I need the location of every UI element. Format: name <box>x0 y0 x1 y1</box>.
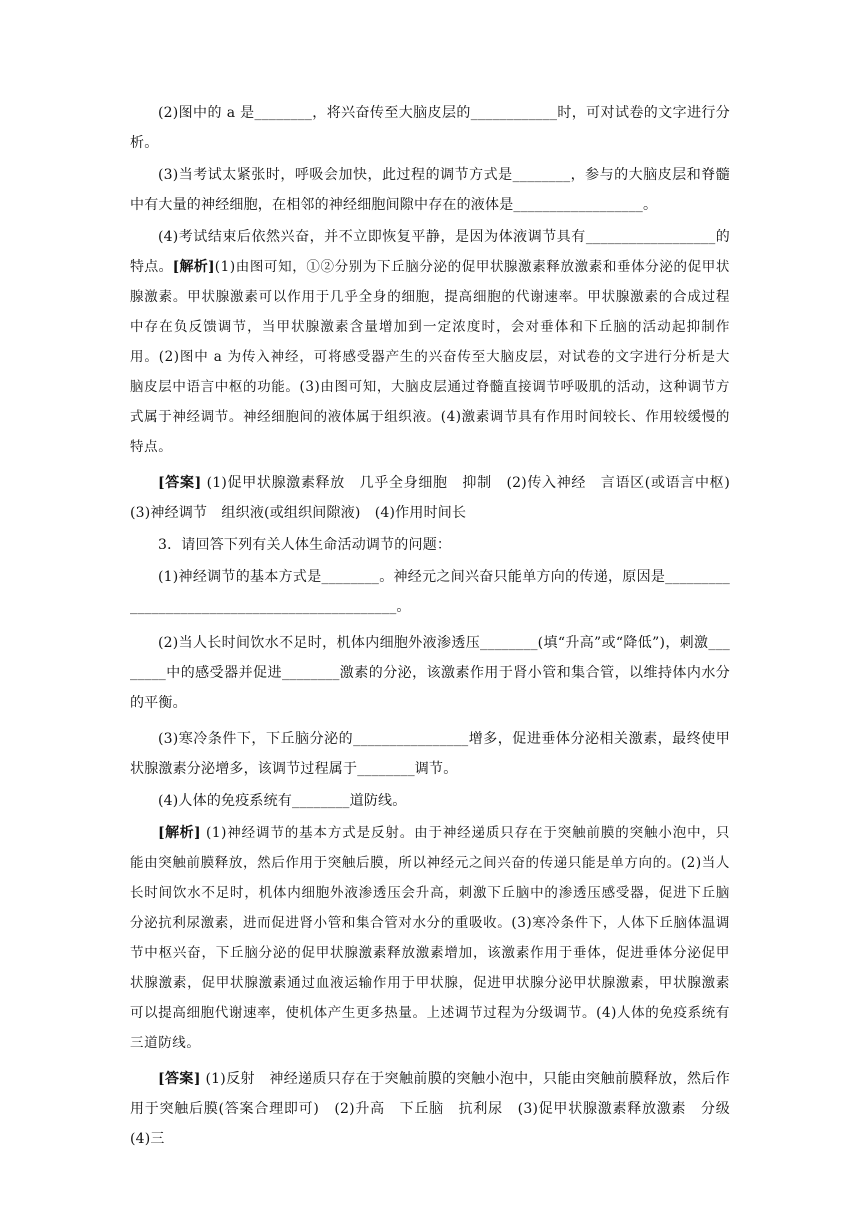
question-2-analysis-text: (1)由图可知，①②分别为下丘脑分泌的促甲状腺激素释放激素和垂体分泌的促甲状腺激素。甲状腺激素可以作用于几乎全身的细胞，提高细胞的代谢速率。甲状腺激素的合成过程中存在负反馈调节，当甲状腺激素含量增加到一定浓度时，会对垂体和下丘脑的活动起抑制作用。(2)图中 a 为传入神经，可将感受器产生的兴奋传至大脑皮层，对试卷的文字进行分析是大脑皮层中语言中枢的功能。(3)由图可知，大脑皮层通过脊髓直接调节呼吸肌的活动，这种调节方式属于神经调节。神经细胞间的液体属于组织液。(4)激素调节具有作用时间较长、作用较缓慢的特点。 <box>130 259 730 455</box>
question-3-part-4 <box>130 786 730 816</box>
question-3-part-2-text: (2)当人长时间饮水不足时，机体内细胞外液渗透压________(填“升高”或“降低”)，刺激________中的感受器并促进________激素的分泌，该激素作用于肾小管和集合管，以维持体内水分的平衡。 <box>130 635 730 711</box>
answer-label: [答案] <box>158 1071 201 1087</box>
question-2-part-2-text: (2)图中的 a 是________，将兴奋传至大脑皮层的____________时，可对试卷的文字进行分析。 <box>130 105 730 151</box>
question-2-part-4-text: (4)考试结束后依然兴奋，并不立即恢复平静，是因为体液调节具有__________________的特点。 <box>130 229 730 275</box>
question-2-answer <box>130 468 745 528</box>
question-3-part-1 <box>130 562 730 622</box>
question-2-part-4-with-analysis <box>130 222 730 462</box>
question-3-title <box>130 530 730 560</box>
question-3-analysis <box>130 818 730 1058</box>
question-2-part-3-text: (3)当考试太紧张时，呼吸会加快，此过程的调节方式是________，参与的大脑皮层和脊髓中有大量的神经细胞，在相邻的神经细胞间隙中存在的液体是__________________。 <box>130 167 730 213</box>
question-2-part-2 <box>130 98 730 158</box>
analysis-label: [解析] <box>158 825 201 841</box>
answer-label: [答案] <box>158 475 202 491</box>
question-2-answer-text: (1)促甲状腺激素释放 几乎全身细胞 抑制 (2)传入神经 言语区(或语言中枢) (3)神经调节 组织液(或组织间隙液) (4)作用时间长 <box>130 475 745 521</box>
document-page <box>130 98 745 1160</box>
question-3-part-3 <box>130 724 730 784</box>
question-3-answer-text: (1)反射 神经递质只存在于突触前膜的突触小泡中，只能由突触前膜释放，然后作用于突触后膜(答案合理即可) (2)升高 下丘脑 抗利尿 (3)促甲状腺激素释放激素 分级 (4)三 <box>130 1071 745 1147</box>
question-3-part-1-text: (1)神经调节的基本方式是________。神经元之间兴奋只能单方向的传递，原因是______________________________________________。 <box>130 569 730 615</box>
question-3-answer <box>130 1064 745 1154</box>
question-3-part-4-text: (4)人体的免疫系统有________道防线。 <box>158 793 407 809</box>
analysis-label: [解析] <box>172 259 215 275</box>
question-3-part-3-text: (3)寒冷条件下，下丘脑分泌的________________增多，促进垂体分泌相关激素，最终使甲状腺激素分泌增多，该调节过程属于________调节。 <box>130 731 730 777</box>
question-3-title-text: 3．请回答下列有关人体生命活动调节的问题： <box>158 537 452 553</box>
question-3-analysis-text: (1)神经调节的基本方式是反射。由于神经递质只存在于突触前膜的突触小泡中，只能由突触前膜释放，然后作用于突触后膜，所以神经元之间兴奋的传递只能是单方向的。(2)当人长时间饮水不足时，机体内细胞外液渗透压会升高，刺激下丘脑中的渗透压感受器，促进下丘脑分泌抗利尿激素，进而促进肾小管和集合管对水分的重吸收。(3)寒冷条件下，人体下丘脑体温调节中枢兴奋，下丘脑分泌的促甲状腺激素释放激素增加，该激素作用于垂体，促进垂体分泌促甲状腺激素，促甲状腺激素通过血液运输作用于甲状腺，促进甲状腺分泌甲状腺激素，甲状腺激素可以提高细胞代谢速率，使机体产生更多热量。上述调节过程为分级调节。(4)人体的免疫系统有三道防线。 <box>130 825 730 1051</box>
question-2-part-3 <box>130 160 730 220</box>
question-3-part-2 <box>130 628 730 718</box>
